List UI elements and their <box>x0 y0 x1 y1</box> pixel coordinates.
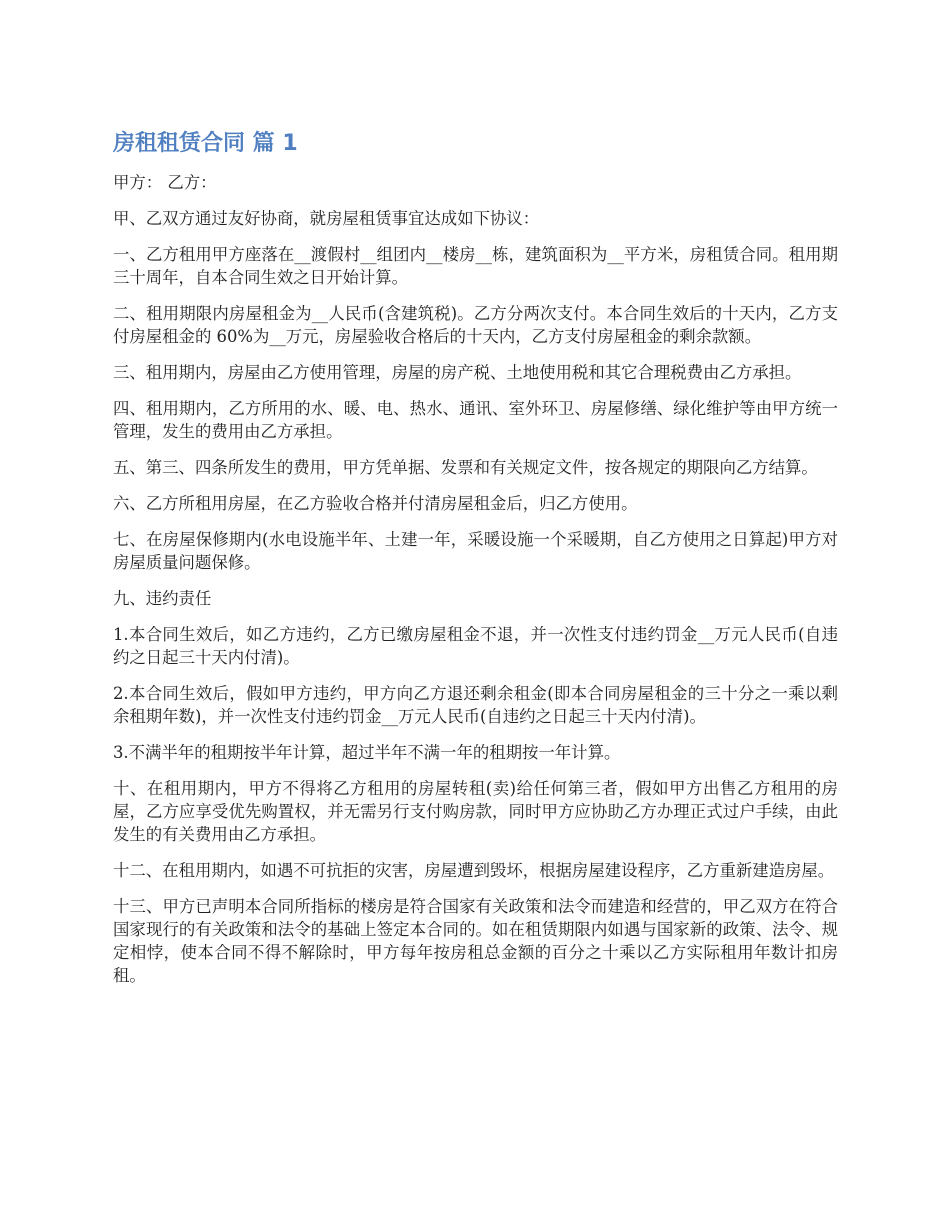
paragraph-clause-13: 十三、甲方已声明本合同所指标的楼房是符合国家有关政策和法令而建造和经营的，甲乙双方在符合国家现行的有关政策和法令的基础上签定本合同的。如在租赁期限内如遇与国家新的政策、法令、规定相悖，使本合同不得不解除时，甲方每年按房租总金额的百分之十乘以乙方实际租用年数计扣房租。 <box>113 897 838 985</box>
paragraph-clause-2: 二、租用期限内房屋租金为__人民币(含建筑税)。乙方分两次支付。本合同生效后的十天内，乙方支付房屋租金的 60%为__万元，房屋验收合格后的十天内，乙方支付房屋租金的剩余款额。 <box>113 304 838 346</box>
paragraph-clause-3: 三、租用期内，房屋由乙方使用管理，房屋的房产税、土地使用税和其它合理税费由乙方承担。 <box>113 363 802 382</box>
paragraph-clause-4: 四、租用期内，乙方所用的水、暖、电、热水、通讯、室外环卫、房屋修缮、绿化维护等由甲方统一管理，发生的费用由乙方承担。 <box>113 399 838 441</box>
paragraph-clause-1: 一、乙方租用甲方座落在__渡假村__组团内__楼房__栋，建筑面积为__平方米，房租赁合同。租用期三十周年，自本合同生效之日开始计算。 <box>113 245 838 287</box>
paragraph-clause-10: 十、在租用期内，甲方不得将乙方租用的房屋转租(卖)给任何第三者，假如甲方出售乙方租用的房屋，乙方应享受优先购置权，并无需另行支付购房款，同时甲方应协助乙方办理正式过户手续，由此发生的有关费用由乙方承担。 <box>113 779 838 844</box>
paragraph-clause-5: 五、第三、四条所发生的费用，甲方凭单据、发票和有关规定文件，按各规定的期限向乙方结算。 <box>113 458 818 477</box>
paragraph-clause-9-heading: 九、违约责任 <box>113 589 212 608</box>
document-title: 房租租赁合同 篇 1 <box>113 131 298 156</box>
paragraph-parties: 甲方： 乙方： <box>113 173 217 192</box>
paragraph-clause-12: 十二、在租用期内，如遇不可抗拒的灾害，房屋遭到毁坏，根据房屋建设程序，乙方重新建造房屋。 <box>113 861 835 880</box>
paragraph-clause-7: 七、在房屋保修期内(水电设施半年、土建一年，采暖设施一个采暖期，自乙方使用之日算起)甲方对房屋质量问题保修。 <box>113 530 838 572</box>
document-page <box>113 125 838 1000</box>
paragraph-clause-9-item-2: 2.本合同生效后，假如甲方违约，甲方向乙方退还剩余租金(即本合同房屋租金的三十分之一乘以剩余租期年数)，并一次性支付违约罚金__万元人民币(自违约之日起三十天内付清)。 <box>113 684 838 726</box>
paragraph-clause-6: 六、乙方所租用房屋，在乙方验收合格并付清房屋租金后，归乙方使用。 <box>113 494 638 513</box>
paragraph-intro: 甲、乙双方通过友好协商，就房屋租赁事宜达成如下协议： <box>113 209 540 228</box>
paragraph-clause-9-item-3: 3.不满半年的租期按半年计算，超过半年不满一年的租期按一年计算。 <box>113 743 621 762</box>
paragraph-clause-9-item-1: 1.本合同生效后，如乙方违约，乙方已缴房屋租金不退，并一次性支付违约罚金__万元人民币(自违约之日起三十天内付清)。 <box>113 625 838 667</box>
